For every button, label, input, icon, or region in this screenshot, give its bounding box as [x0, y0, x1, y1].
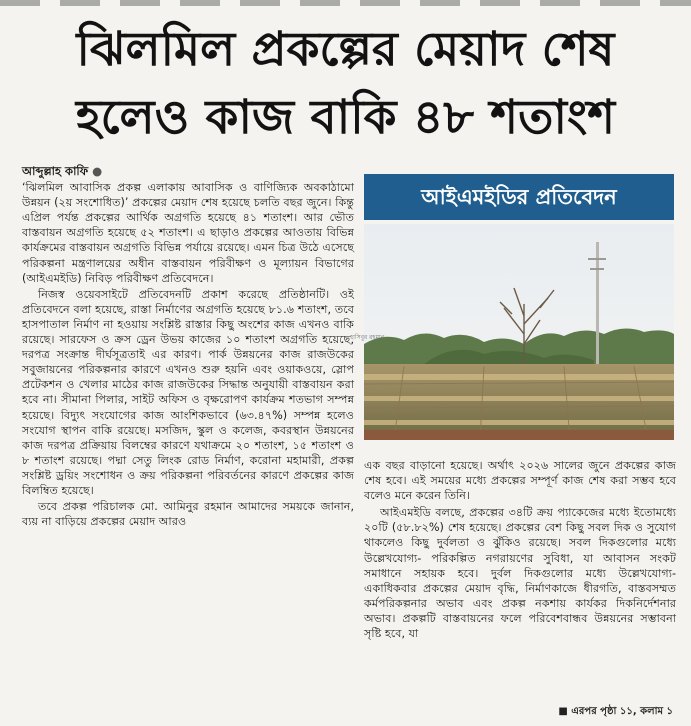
continued-on-page[interactable]: ■ এরপর পৃষ্ঠা ১১, কলাম ১ — [558, 706, 673, 717]
headline-line-1: ঝিলমিল প্রকল্পের মেয়াদ শেষ — [76, 22, 615, 77]
byline-author: আব্দুল্লাহ কাফি — [22, 164, 89, 178]
byline-bullet-icon: ● — [92, 164, 103, 178]
article-left-column — [22, 164, 354, 529]
paragraph: নিজস্ব ওয়েবসাইটে প্রতিবেদনটি প্রকাশ করেছে প্রতিষ্ঠানটি। ওই প্রতিবেদনে বলা হয়েছে, রাস্তা নির্মাণের অগ্রগতি হয়েছে ৮১.৬ শতাংশ, তবে হাসপাতাল নির্মাণ না হওয়ায় সংশ্লিষ্ট রাস্তার কিছু অংশের কাজ এখনও বাকি রয়েছে। সারফেস ও ক্রস ড্রেন উভয় কাজের ১০ শতাংশ অগ্রগতি হয়েছে, দরপত্র সংক্রান্ত দীর্ঘসূত্রতাই এর কারণ। পার্ক উন্নয়নের কাজ রাজউকের সবুজায়নের পরিকল্পনার কারণে এখনও শুরু হয়নি এবং ওয়াকওয়ে, স্লোপ প্রটেকশন ও খেলার মাঠের কাজ রাজউকের সিদ্ধান্ত অনুযায়ী বাস্তবায়ন করা হবে না। সীমানা পিলার, সাইট অফিস ও বৃক্ষরোপণ কার্যক্রম শতভাগ সম্পন্ন হয়েছে। বিদ্যুৎ সংযোগের কাজ আংশিকভাবে (৬৩.৪৭%) সম্পন্ন হলেও সংযোগ স্থাপন বাকি রয়েছে। মসজিদ, স্কুল ও কলেজ, কবরস্থান উন্নয়নের কাজ দরপত্র প্রক্রিয়ায় বিলম্বের কারণে যথাক্রমে ২০ শতাংশ, ১৫ শতাংশ ও ৮ শতাংশ রয়েছে। পদ্মা সেতু লিংক রোড নির্মাণ, করোনা মহামারী, প্রকল্প সংশ্লিষ্ট ড্রয়িং সংশোধন ও ক্রয় পরিকল্পনা পরিবর্তনের কারণে প্রকল্পের কাজ বিলম্বিত হয়েছে। — [22, 287, 354, 497]
paragraph: এক বছর বাড়ানো হয়েছে। অর্থাৎ ২০২৬ সালের জুনে প্রকল্পের কাজ শেষ হবে। এই সময়ের মধ্যে প্রকল্পের সম্পূর্ণ কাজ শেষ করা সম্ভব হবে বলেও মনে করেন তিনি। — [364, 459, 676, 503]
article-photo — [364, 224, 674, 440]
paragraph: তবে প্রকল্প পরিচালক মো. আমিনুর রহমান আমাদের সময়কে জানান, ব্যয় না বাড়িয়ে প্রকল্পের মেয়াদ আরও — [22, 500, 354, 529]
photo-image — [364, 224, 674, 440]
headline — [0, 18, 691, 150]
paragraph: আইএমইডি বলছে, প্রকল্পের ৩৪টি ক্রয় প্যাকেজের মধ্যে ইতোমধ্যে ২০টি (৫৮.৮২%) শেষ হয়েছে। প্রকল্পের বেশ কিছু সবল দিক ও সুযোগ থাকলেও কিছু দুর্বলতা ও ঝুঁকিও রয়েছে। সবল দিকগুলোর মধ্যে উল্লেখযোগ্য- পরিকল্পিত নগরায়ণের সুবিধা, যা আবাসন সংকট সমাধানে সহায়ক হবে। দুর্বল দিকগুলোর মধ্যে উল্লেখযোগ্য- একাধিকবার প্রকল্পের মেয়াদ বৃদ্ধি, নির্মাণকাজে ধীরগতি, বাস্তবসম্মত কর্মপরিকল্পনার অভাব এবং প্রকল্প নকশায় কার্যকর দিকনির্দেশনার অভাব। প্রকল্পটি বাস্তবায়নের ফলে পরিবেশবান্ধব উন্নয়নের সম্ভাবনা সৃষ্টি হবে, যা — [364, 506, 676, 641]
report-banner: আইএমইডির প্রতিবেদন — [364, 174, 674, 220]
paragraph: ‘ঝিলমিল আবাসিক প্রকল্প এলাকায় আবাসিক ও বাণিজ্যিক অবকাঠামো উন্নয়ন (২য় সংশোধিত)’ প্রকল্পের মেয়াদ শেষ হয়েছে চলতি বছর জুনে। কিন্তু এপ্রিল পর্যন্ত প্রকল্পের আর্থিক অগ্রগতি হয়েছে ৪১ শতাংশ। আর ভৌত বাস্তবায়ন অগ্রগতি হয়েছে ৫২ শতাংশ। এ ছাড়াও প্রকল্পের আওতায় বিভিন্ন কার্যক্রমের বাস্তবায়ন অগ্রগতি বিভিন্ন পর্যায়ে রয়েছে। এমন চিত্র উঠে এসেছে পরিকল্পনা মন্ত্রণালয়ের অধীন বাস্তবায়ন পরিবীক্ষণ ও মূল্যায়ন বিভাগের (আইএমইডি) নিবিড় পরিবীক্ষণ প্রতিবেদনে। — [22, 181, 354, 285]
article-right-column — [364, 458, 676, 641]
previous-article-strip — [0, 0, 691, 6]
byline — [22, 164, 354, 179]
headline-line-2: হলেও কাজ বাকি ৪৮ শতাংশ — [75, 90, 616, 145]
photo-credit: হাসিবুর রহমান — [350, 334, 385, 341]
